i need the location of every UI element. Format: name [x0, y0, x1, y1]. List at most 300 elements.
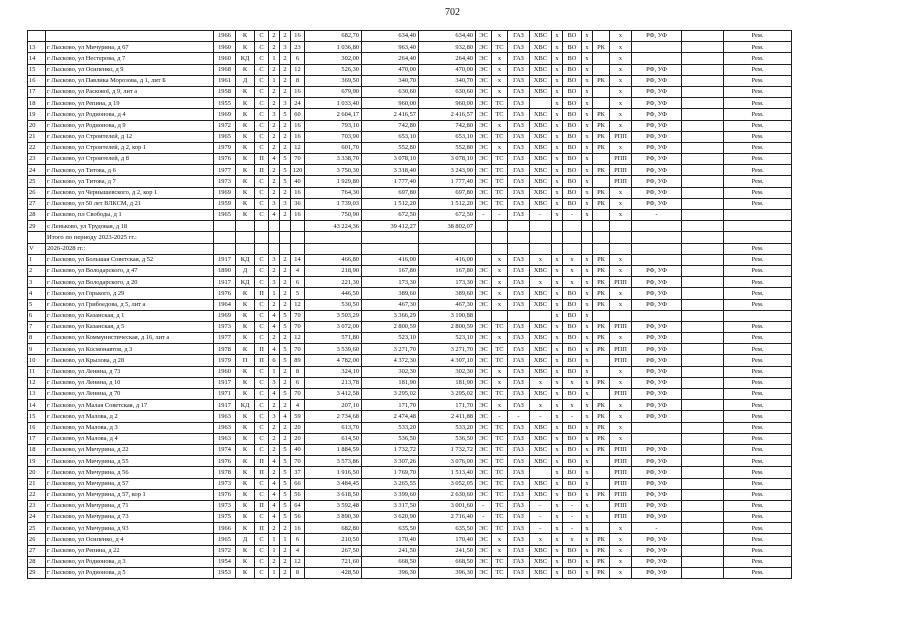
- residential-area-cell: 302,30: [419, 366, 476, 377]
- floors-below-cell: 2: [269, 31, 280, 42]
- hot-water-cell: х: [552, 467, 563, 478]
- total-area-cell: 210,50: [305, 534, 362, 545]
- living-area-cell: 39 412,27: [362, 221, 419, 232]
- total-area-cell: 3 338,70: [305, 154, 362, 165]
- apartments-cell: 4: [291, 545, 305, 556]
- build-year-cell: 1953: [214, 568, 236, 579]
- power-cell: ЭС: [476, 42, 492, 53]
- total-area-cell: [305, 232, 362, 243]
- work-status-cell: Рем.: [724, 534, 792, 545]
- table-row: [28, 98, 792, 109]
- floors-cell: 5: [280, 478, 291, 489]
- drainage-cell: ВО: [563, 422, 582, 433]
- foundation-works-cell: РФ, УФ: [632, 64, 682, 75]
- row-number-cell: 5: [28, 299, 46, 310]
- heating-cell: х: [492, 120, 508, 131]
- gas-cell: ГАЗ: [508, 389, 530, 400]
- wall-type-cell: П: [255, 523, 269, 534]
- ventilation-cell: х: [582, 556, 593, 567]
- cold-water-cell: ХВС: [530, 478, 552, 489]
- living-area-cell: 552,80: [362, 142, 419, 153]
- apartments-cell: 40: [291, 444, 305, 455]
- facade-repair-cell: РПП: [610, 444, 632, 455]
- row-number-cell: 22: [28, 142, 46, 153]
- wall-type-cell: С: [255, 568, 269, 579]
- material-class-cell: К: [236, 456, 255, 467]
- build-year-cell: 1979: [214, 355, 236, 366]
- table-row: [28, 42, 792, 53]
- extra-works-cell: [682, 389, 724, 400]
- facade-repair-cell: х: [610, 523, 632, 534]
- gas-cell: ГАЗ: [508, 210, 530, 221]
- wall-type-cell: С: [255, 333, 269, 344]
- gas-cell: ГАЗ: [508, 187, 530, 198]
- hot-water-cell: х: [552, 64, 563, 75]
- row-number-cell: 14: [28, 400, 46, 411]
- floors-cell: 5: [280, 176, 291, 187]
- material-class-cell: К: [236, 568, 255, 579]
- work-status-cell: Рем.: [724, 42, 792, 53]
- material-class-cell: КД: [236, 254, 255, 265]
- address-cell: г Лысково, ул Мичурина, д 73: [46, 512, 214, 523]
- heating-cell: ТС: [492, 489, 508, 500]
- extra-works-cell: [682, 221, 724, 232]
- roof-repair-cell: [593, 366, 610, 377]
- foundation-works-cell: РФ, УФ: [632, 120, 682, 131]
- extra-works-cell: [682, 109, 724, 120]
- apartments-cell: 6: [291, 277, 305, 288]
- roof-repair-cell: РК: [593, 545, 610, 556]
- gas-cell: [508, 243, 530, 254]
- hot-water-cell: х: [552, 456, 563, 467]
- roof-repair-cell: РК: [593, 321, 610, 332]
- foundation-works-cell: РФ, УФ: [632, 534, 682, 545]
- heating-cell: х: [492, 400, 508, 411]
- foundation-works-cell: РФ, УФ: [632, 288, 682, 299]
- cold-water-cell: ХВС: [530, 131, 552, 142]
- heating-cell: ТС: [492, 131, 508, 142]
- heating-cell: х: [492, 299, 508, 310]
- floors-below-cell: 4: [269, 321, 280, 332]
- hot-water-cell: х: [552, 344, 563, 355]
- drainage-cell: ВО: [563, 355, 582, 366]
- row-number-cell: 13: [28, 42, 46, 53]
- living-area-cell: 630,60: [362, 86, 419, 97]
- power-cell: ЭС: [476, 478, 492, 489]
- facade-repair-cell: х: [610, 411, 632, 422]
- living-area-cell: 672,50: [362, 210, 419, 221]
- hot-water-cell: х: [552, 366, 563, 377]
- foundation-works-cell: -: [632, 523, 682, 534]
- apartments-cell: 6: [291, 53, 305, 64]
- wall-type-cell: С: [255, 277, 269, 288]
- foundation-works-cell: РФ, УФ: [632, 467, 682, 478]
- residential-area-cell: 533,20: [419, 422, 476, 433]
- cold-water-cell: -: [530, 210, 552, 221]
- living-area-cell: 470,00: [362, 64, 419, 75]
- gas-cell: ГАЗ: [508, 456, 530, 467]
- heating-cell: ТС: [492, 523, 508, 534]
- floors-below-cell: 3: [269, 411, 280, 422]
- build-year-cell: 1917: [214, 254, 236, 265]
- address-cell: г Лысково, ул Крылова, д 28: [46, 355, 214, 366]
- floors-below-cell: 1: [269, 366, 280, 377]
- facade-repair-cell: х: [610, 288, 632, 299]
- wall-type-cell: С: [255, 142, 269, 153]
- wall-type-cell: С: [255, 187, 269, 198]
- extra-works-cell: [682, 534, 724, 545]
- table-row: [28, 321, 792, 332]
- power-cell: ЭС: [476, 355, 492, 366]
- wall-type-cell: С: [255, 53, 269, 64]
- row-number-cell: 10: [28, 355, 46, 366]
- apartments-cell: 56: [291, 512, 305, 523]
- roof-repair-cell: РК: [593, 344, 610, 355]
- residential-area-cell: 470,00: [419, 64, 476, 75]
- material-class-cell: К: [236, 366, 255, 377]
- work-status-cell: Рем.: [724, 277, 792, 288]
- living-area-cell: 467,30: [362, 299, 419, 310]
- drainage-cell: -: [563, 500, 582, 511]
- material-class-cell: К: [236, 131, 255, 142]
- heating-cell: х: [492, 142, 508, 153]
- ventilation-cell: х: [582, 176, 593, 187]
- material-class-cell: К: [236, 109, 255, 120]
- facade-repair-cell: [610, 232, 632, 243]
- build-year-cell: 1960: [214, 366, 236, 377]
- table-row: [28, 86, 792, 97]
- material-class-cell: К: [236, 310, 255, 321]
- floors-below-cell: 4: [269, 344, 280, 355]
- floors-below-cell: 2: [269, 265, 280, 276]
- roof-repair-cell: РК: [593, 433, 610, 444]
- work-status-cell: Рем.: [724, 176, 792, 187]
- extra-works-cell: [682, 198, 724, 209]
- total-area-cell: 750,90: [305, 210, 362, 221]
- total-area-cell: 679,90: [305, 86, 362, 97]
- address-cell: г Лысково, ул Мичурина, д 55: [46, 456, 214, 467]
- address-cell: г Лысково, ул Мичурина, д 57, кор 1: [46, 489, 214, 500]
- floors-cell: 2: [280, 333, 291, 344]
- foundation-works-cell: РФ, УФ: [632, 265, 682, 276]
- address-cell: с Леньково, ул Трудовая, д 18: [46, 221, 214, 232]
- hot-water-cell: х: [552, 53, 563, 64]
- build-year-cell: 1963: [214, 433, 236, 444]
- residential-area-cell: 1 732,72: [419, 444, 476, 455]
- apartments-cell: 70: [291, 154, 305, 165]
- gas-cell: ГАЗ: [508, 64, 530, 75]
- extra-works-cell: [682, 75, 724, 86]
- floors-below-cell: 4: [269, 489, 280, 500]
- total-area-cell: 614,50: [305, 433, 362, 444]
- material-class-cell: К: [236, 422, 255, 433]
- wall-type-cell: С: [255, 478, 269, 489]
- material-class-cell: К: [236, 556, 255, 567]
- ventilation-cell: х: [582, 366, 593, 377]
- apartments-cell: [291, 221, 305, 232]
- ventilation-cell: х: [582, 142, 593, 153]
- total-area-cell: 682,70: [305, 31, 362, 42]
- floors-below-cell: 1: [269, 545, 280, 556]
- apartments-cell: 66: [291, 478, 305, 489]
- work-status-cell: Рем.: [724, 467, 792, 478]
- residential-area-cell: 742,80: [419, 120, 476, 131]
- cold-water-cell: [530, 467, 552, 478]
- build-year-cell: 1965: [214, 131, 236, 142]
- living-area-cell: 3 399,60: [362, 489, 419, 500]
- drainage-cell: ВО: [563, 299, 582, 310]
- living-area-cell: 697,80: [362, 187, 419, 198]
- wall-type-cell: С: [255, 444, 269, 455]
- foundation-works-cell: РФ, УФ: [632, 478, 682, 489]
- cold-water-cell: ХВС: [530, 109, 552, 120]
- apartments-cell: 16: [291, 523, 305, 534]
- gas-cell: ГАЗ: [508, 344, 530, 355]
- living-area-cell: 340,70: [362, 75, 419, 86]
- build-year-cell: 1954: [214, 556, 236, 567]
- floors-cell: 2: [280, 400, 291, 411]
- address-cell: г Лысково, ул 50 лет ВЛКСМ, д 21: [46, 198, 214, 209]
- facade-repair-cell: х: [610, 433, 632, 444]
- table-row: [28, 366, 792, 377]
- extra-works-cell: [682, 556, 724, 567]
- power-cell: [476, 254, 492, 265]
- extra-works-cell: [682, 512, 724, 523]
- address-cell: г Лысково, ул Строителей, д 2, кор 1: [46, 142, 214, 153]
- ventilation-cell: х: [582, 98, 593, 109]
- hot-water-cell: х: [552, 154, 563, 165]
- floors-below-cell: 2: [269, 556, 280, 567]
- drainage-cell: ВО: [563, 478, 582, 489]
- foundation-works-cell: [632, 433, 682, 444]
- living-area-cell: 171,70: [362, 400, 419, 411]
- foundation-works-cell: РФ, УФ: [632, 321, 682, 332]
- row-number-cell: 29: [28, 568, 46, 579]
- living-area-cell: 3 295,02: [362, 389, 419, 400]
- drainage-cell: ВО: [563, 198, 582, 209]
- apartments-cell: 8: [291, 568, 305, 579]
- hot-water-cell: х: [552, 299, 563, 310]
- table-row: [28, 489, 792, 500]
- foundation-works-cell: РФ, УФ: [632, 75, 682, 86]
- hot-water-cell: х: [552, 321, 563, 332]
- apartments-cell: 89: [291, 355, 305, 366]
- table-row: [28, 400, 792, 411]
- total-area-cell: 793,10: [305, 120, 362, 131]
- cold-water-cell: ХВС: [530, 389, 552, 400]
- drainage-cell: х: [563, 400, 582, 411]
- extra-works-cell: [682, 321, 724, 332]
- floors-cell: 5: [280, 344, 291, 355]
- apartments-cell: 24: [291, 98, 305, 109]
- work-status-cell: [724, 210, 792, 221]
- living-area-cell: 635,50: [362, 523, 419, 534]
- floors-cell: 2: [280, 187, 291, 198]
- heating-cell: ТС: [492, 433, 508, 444]
- floors-cell: 5: [280, 467, 291, 478]
- row-number-cell: 25: [28, 523, 46, 534]
- floors-below-cell: 2: [269, 400, 280, 411]
- build-year-cell: [214, 232, 236, 243]
- residential-area-cell: 416,00: [419, 254, 476, 265]
- residential-area-cell: 2 800,59: [419, 321, 476, 332]
- floors-cell: 5: [280, 500, 291, 511]
- roof-repair-cell: РК: [593, 142, 610, 153]
- cold-water-cell: х: [530, 254, 552, 265]
- build-year-cell: 1965: [214, 210, 236, 221]
- roof-repair-cell: [593, 467, 610, 478]
- drainage-cell: ВО: [563, 165, 582, 176]
- address-cell: г Лысково, ул Родионова, д 3: [46, 556, 214, 567]
- heating-cell: х: [492, 277, 508, 288]
- build-year-cell: 1964: [214, 299, 236, 310]
- apartments-cell: 12: [291, 556, 305, 567]
- work-status-cell: [724, 221, 792, 232]
- roof-repair-cell: [593, 53, 610, 64]
- gas-cell: ГАЗ: [508, 545, 530, 556]
- foundation-works-cell: РФ, УФ: [632, 333, 682, 344]
- drainage-cell: ВО: [563, 366, 582, 377]
- table-row: [28, 120, 792, 131]
- wall-type-cell: С: [255, 254, 269, 265]
- floors-cell: 5: [280, 109, 291, 120]
- gas-cell: ГАЗ: [508, 444, 530, 455]
- material-class-cell: К: [236, 333, 255, 344]
- work-status-cell: Рем.: [724, 344, 792, 355]
- row-number-cell: V: [28, 243, 46, 254]
- cold-water-cell: ХВС: [530, 53, 552, 64]
- drainage-cell: -: [563, 512, 582, 523]
- heating-cell: ТС: [492, 500, 508, 511]
- floors-below-cell: 1: [269, 53, 280, 64]
- power-cell: ЭС: [476, 31, 492, 42]
- hot-water-cell: х: [552, 187, 563, 198]
- roof-repair-cell: [593, 243, 610, 254]
- apartments-cell: 4: [291, 400, 305, 411]
- foundation-works-cell: РФ, УФ: [632, 299, 682, 310]
- facade-repair-cell: РПП: [610, 500, 632, 511]
- table-row: [28, 176, 792, 187]
- row-number-cell: 29: [28, 221, 46, 232]
- wall-type-cell: [255, 243, 269, 254]
- floors-cell: 2: [280, 120, 291, 131]
- work-status-cell: Рем.: [724, 366, 792, 377]
- floors-below-cell: 2: [269, 64, 280, 75]
- roof-repair-cell: РК: [593, 198, 610, 209]
- living-area-cell: [362, 243, 419, 254]
- cold-water-cell: -: [530, 523, 552, 534]
- total-area-cell: 4 782,00: [305, 355, 362, 366]
- roof-repair-cell: РК: [593, 568, 610, 579]
- material-class-cell: К: [236, 42, 255, 53]
- table-row: [28, 165, 792, 176]
- gas-cell: ГАЗ: [508, 377, 530, 388]
- work-status-cell: Рем.: [724, 187, 792, 198]
- apartments-cell: 70: [291, 456, 305, 467]
- row-number-cell: 21: [28, 478, 46, 489]
- hot-water-cell: х: [552, 556, 563, 567]
- power-cell: ЭС: [476, 265, 492, 276]
- wall-type-cell: С: [255, 86, 269, 97]
- work-status-cell: Рем.: [724, 389, 792, 400]
- work-status-cell: Рем.: [724, 433, 792, 444]
- floors-cell: 5: [280, 321, 291, 332]
- roof-repair-cell: [593, 31, 610, 42]
- material-class-cell: К: [236, 478, 255, 489]
- ventilation-cell: х: [582, 53, 593, 64]
- extra-works-cell: [682, 265, 724, 276]
- apartments-cell: 56: [291, 489, 305, 500]
- apartments-cell: 16: [291, 86, 305, 97]
- drainage-cell: ВО: [563, 120, 582, 131]
- page-number: 702: [445, 7, 460, 18]
- wall-type-cell: С: [255, 176, 269, 187]
- row-number-cell: 26: [28, 187, 46, 198]
- gas-cell: ГАЗ: [508, 299, 530, 310]
- ventilation-cell: х: [582, 321, 593, 332]
- work-status-cell: Рем.: [724, 512, 792, 523]
- cold-water-cell: -: [530, 512, 552, 523]
- drainage-cell: ВО: [563, 321, 582, 332]
- cold-water-cell: ХВС: [530, 165, 552, 176]
- roof-repair-cell: [593, 221, 610, 232]
- address-cell: г Лысково, ул Малая Советская, д 17: [46, 400, 214, 411]
- address-cell: г Лысково, ул Родионова, д 4: [46, 109, 214, 120]
- apartments-cell: 12: [291, 299, 305, 310]
- floors-cell: 2: [280, 142, 291, 153]
- total-area-cell: 703,90: [305, 131, 362, 142]
- floors-cell: 5: [280, 444, 291, 455]
- total-area-cell: 1 916,50: [305, 467, 362, 478]
- wall-type-cell: С: [255, 489, 269, 500]
- floors-cell: 2: [280, 64, 291, 75]
- heating-cell: ТС: [492, 98, 508, 109]
- work-status-cell: Рем.: [724, 422, 792, 433]
- extra-works-cell: [682, 42, 724, 53]
- table-row: [28, 534, 792, 545]
- hot-water-cell: х: [552, 333, 563, 344]
- gas-cell: ГАЗ: [508, 120, 530, 131]
- roof-repair-cell: [593, 355, 610, 366]
- power-cell: ЭС: [476, 75, 492, 86]
- build-year-cell: 1965: [214, 534, 236, 545]
- wall-type-cell: П: [255, 500, 269, 511]
- address-cell: г Лысково, ул Мичурина, д 22: [46, 444, 214, 455]
- total-area-cell: 3 618,50: [305, 489, 362, 500]
- material-class-cell: К: [236, 165, 255, 176]
- floors-below-cell: 3: [269, 109, 280, 120]
- roof-repair-cell: [593, 98, 610, 109]
- residential-area-cell: 697,80: [419, 187, 476, 198]
- roof-repair-cell: РК: [593, 333, 610, 344]
- residential-area-cell: 3 271,70: [419, 344, 476, 355]
- floors-below-cell: [269, 243, 280, 254]
- ventilation-cell: х: [582, 299, 593, 310]
- cold-water-cell: ХВС: [530, 321, 552, 332]
- apartments-cell: 37: [291, 467, 305, 478]
- power-cell: ЭС: [476, 444, 492, 455]
- foundation-works-cell: РФ, УФ: [632, 344, 682, 355]
- table-row: [28, 187, 792, 198]
- row-number-cell: 26: [28, 534, 46, 545]
- power-cell: [476, 310, 492, 321]
- foundation-works-cell: РФ, УФ: [632, 165, 682, 176]
- extra-works-cell: [682, 53, 724, 64]
- residential-area-cell: 170,40: [419, 534, 476, 545]
- foundation-works-cell: РФ, УФ: [632, 456, 682, 467]
- facade-repair-cell: х: [610, 86, 632, 97]
- hot-water-cell: х: [552, 500, 563, 511]
